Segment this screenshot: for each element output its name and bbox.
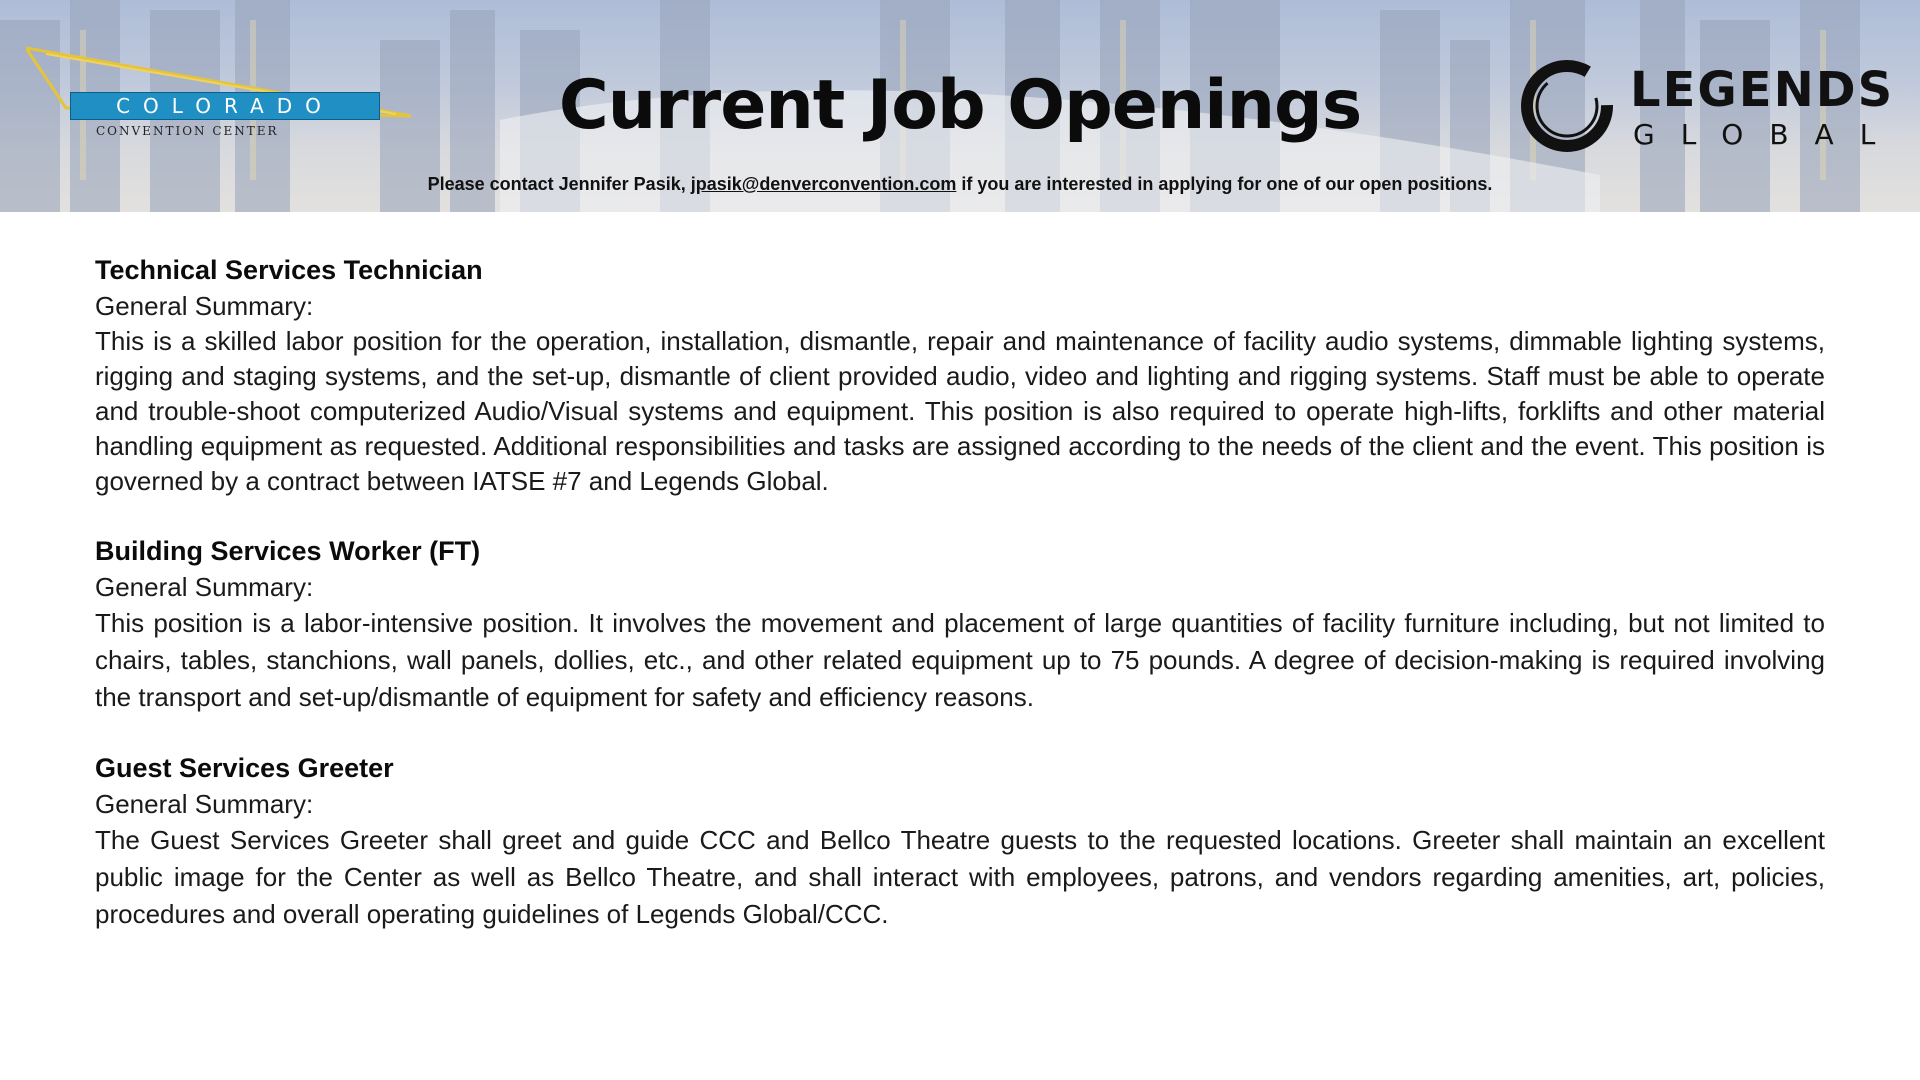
job-summary-label: General Summary: <box>95 789 314 819</box>
contact-email-link[interactable]: jpasik@denverconvention.com <box>690 174 957 194</box>
contact-prefix: Please contact Jennifer Pasik, <box>427 174 691 194</box>
job-description: This is a skilled labor position for the operation, installation, dismantle, repair and maintenance of facility audio systems, dimmable lighting systems, rigging and staging systems, and the set-up, dismantle of client provided audio, video and lighting and rigging systems. Staff must be able to operate and trouble-shoot computerized Audio/Visual systems and equipment. This position is also required to operate high-lifts, forklifts and other material handling equipment as requested. Additional responsibilities and tasks are assigned according to the needs of the client and the event. This position is governed by a contract between IATSE #7 and Legends Global. <box>95 326 1825 496</box>
logo-main-text: COLORADO <box>70 92 380 120</box>
page-title: Current Job Openings <box>558 66 1362 145</box>
job-title: Guest Services Greeter <box>95 753 394 783</box>
job-item <box>95 533 1825 716</box>
job-item <box>95 750 1825 933</box>
contact-line <box>0 174 1920 195</box>
job-item <box>95 252 1825 499</box>
logo-line1-text: LEGENDS <box>1630 62 1895 118</box>
job-description: This position is a labor-intensive position. It involves the movement and placement of large quantities of facility furniture including, but not limited to chairs, tables, stanchions, wall panels, dollies, etc., and other related equipment up to 75 pounds. A degree of decision-making is required involving the transport and set-up/dismantle of equipment for safety and efficiency reasons. <box>95 608 1825 712</box>
brush-circle-icon <box>1515 52 1625 162</box>
contact-suffix: if you are interested in applying for one of our open positions. <box>956 174 1493 194</box>
logo-sub-text: CONVENTION CENTER <box>96 124 279 138</box>
job-title: Technical Services Technician <box>95 255 483 285</box>
job-summary-label: General Summary: <box>95 291 314 321</box>
job-summary-label: General Summary: <box>95 572 314 602</box>
job-listings <box>95 252 1825 967</box>
logo-line2-text: GLOBAL <box>1633 118 1902 151</box>
legends-global-logo <box>1515 52 1902 162</box>
job-description: The Guest Services Greeter shall greet and guide CCC and Bellco Theatre guests to the requested locations. Greeter shall maintain an excellent public image for the Center as well as Bellco Theatre, and shall interact with employees, patrons, and vendors regarding amenities, art, policies, procedures and overall operating guidelines of Legends Global/CCC. <box>95 825 1825 929</box>
header-banner <box>0 0 1920 212</box>
job-title: Building Services Worker (FT) <box>95 536 481 566</box>
